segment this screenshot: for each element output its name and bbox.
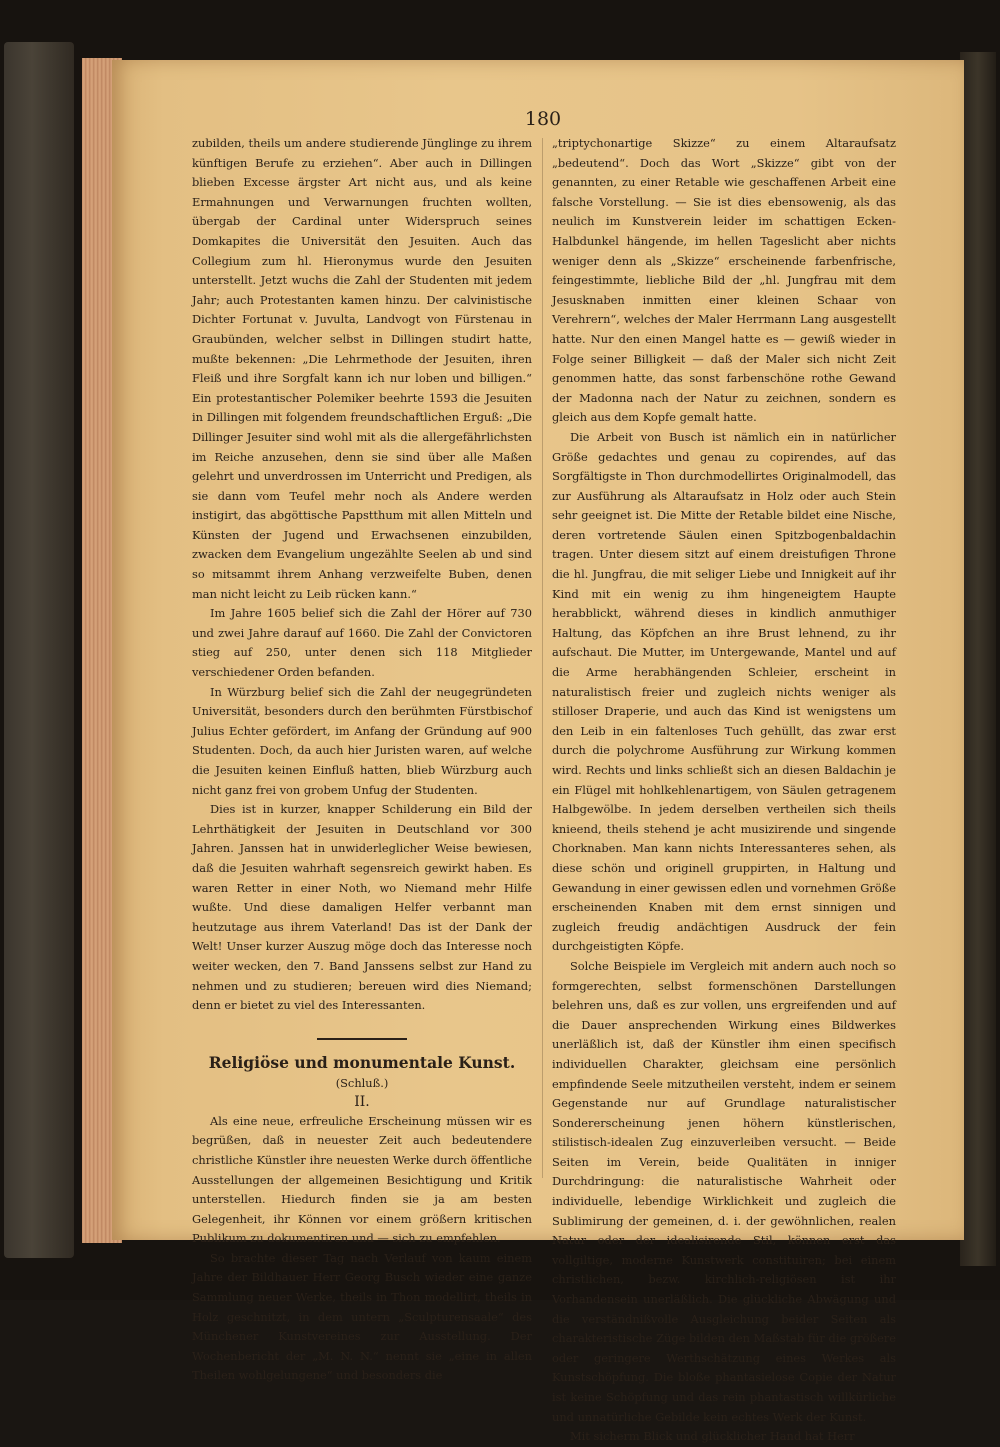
page-number [0, 108, 1000, 130]
section-number: II. [354, 1093, 370, 1110]
book-cover-right [960, 52, 996, 1266]
paragraph: Dies ist in kurzer, knapper Schilderung ein Bild der Lehrthätigkeit der Jesuiten in Deutschland vor 300 Jahren. Janssen hat in unwiderleglicher Weise bewiesen, daß die Jesuiten wahrhaft segensreich gewirkt haben. Es waren Retter in einer Noth, wo Niemand mehr Hilfe wußte. Und diese damaligen Helfer verbannt man heutzutage aus ihrem Vaterland! Das ist der Dank der Welt! Unser kurzer Auszug möge doch das Interesse noch weiter wecken, den 7. Band Janssens selbst zur Hand zu nehmen und zu studieren; bereuen wird dies Niemand; denn er bietet zu viel des Interessanten. [192, 802, 532, 1013]
paragraph: Im Jahre 1605 belief sich die Zahl der Hörer auf 730 und zwei Jahre darauf auf 1660. Die Zahl der Convictoren stieg auf 250, unter denen sich 118 Mitglieder verschiedener Orden befanden. [192, 606, 532, 680]
right-column [552, 134, 896, 1447]
paragraph: In Würzburg belief sich die Zahl der neugegründeten Universität, besonders durch den berühmten Fürstbischof Julius Echter gefördert, im Anfang der Gründung auf 900 Studenten. Doch, da auch hier Juristen waren, auf welche die Jesuiten keinen Einfluß hatten, blieb Würzburg auch nicht ganz frei von grobem Unfug der Studenten. [192, 684, 532, 797]
left-column [192, 134, 532, 1386]
section-rule [317, 1038, 407, 1040]
paragraph: Als eine neue, erfreuliche Erscheinung müssen wir es begrüßen, daß in neuester Zeit auch bedeutendere christliche Künstler ihre neuesten Werke durch öffentliche Ausstellungen der allgemeinen Besichtigung und Kritik unterstellen. Hiedurch finden sie ja am besten Gelegenheit, ihr Können vor einem größern kritischen Publikum zu dokumentiren und — sich zu empfehlen. [192, 1113, 532, 1246]
paragraph: „triptychonartige Skizze“ zu einem Altaraufsatz „bedeutend“. Doch das Wort „Skizze“ gibt von der genannten, zu einer Retable wie geschaffenen Arbeit eine falsche Vorstellung. — Sie ist dies ebensowenig, als das neulich im Kunstverein leider im schattigen Ecken-Halbdunkel hängende, im hellen Tageslicht aber nichts weniger denn als „Skizze“ erscheinende farbenfrische, feingestimmte, liebliche Bild der „hl. Jungfrau mit dem Jesusknaben inmitten einer kleinen Schaar von Verehrern“, welches der Maler Herrmann Lang ausgestellt hatte. Nur den einen Mangel hatte es — gewiß wieder in Folge seiner Billigkeit — daß der Maler sich nicht Zeit genommen hatte, das sonst farbenschöne rothe Gewand der Madonna nach der Natur zu zeichnen, sondern es gleich aus dem Kopfe gemalt hatte. [552, 136, 896, 425]
paragraph: Mit sicherm Blick und glücklicher Hand hat Herr [570, 1429, 855, 1444]
section-subtitle: (Schluß.) [335, 1075, 389, 1090]
paragraph: So brachte dieser Tag nach Verlauf von kaum einem Jahre der Bildhauer Herr Georg Busch wieder eine ganze Sammlung neuer Werke, theils in Thon modellirt, theils in Holz geschnitzt, in dem untern „Sculpturensaale“ des Münchener Kunstvereines zur Ausstellung. Der Wochenbericht der „M. N. N.“ nennt sie „eine in allen Theilen wohlgelungene“ und besonders die [192, 1250, 532, 1383]
section-heading: Religiöse und monumentale Kunst. [208, 1052, 516, 1072]
paragraph: zubilden, theils um andere studierende Jünglinge zu ihrem künftigen Berufe zu erziehen“. Aber auch in Dillingen blieben Excesse ärgster Art nicht aus, und als keine Ermahnungen und Verwarnungen fruchten wollten, übergab der Cardinal unter Widerspruch seines Domkapites die Universität den Jesuiten. Auch das Collegium zum hl. Hieronymus wurde den Jesuiten unterstellt. Jetzt wuchs die Zahl der Studenten mit jedem Jahr; auch Protestanten kamen hinzu. Der calvinistische Dichter Fortunat v. Juvulta, Landvogt von Fürstenau in Graubünden, welcher selbst in Dillingen studirt hatte, mußte bekennen: „Die Lehrmethode der Jesuiten, ihren Fleiß und ihre Sorgfalt kann ich nur loben und billigen.“ Ein protestantischer Polemiker beehrte 1593 die Jesuiten in Dillingen mit folgendem freundschaftlichen Erguß: „Die Dillinger Jesuiter sind wohl mit als die allergefährlichsten im Reiche anzusehen, denn sie sind über alle Maßen gelehrt und unverdrossen im Unterricht und Predigen, als sie dann vom Teufel mehr noch als Andere werden instigirt, das abgöttische Papstthum mit allen Mitteln und Künsten der Jugend und Erwachsenen einzubilden, zwacken dem Evangelium ungezählte Seelen ab und sind so mitsammt ihrem Anhang verzweifelte Buben, denen man nicht leicht zu Leib rücken kann.“ [192, 136, 532, 601]
paragraph: Die Arbeit von Busch ist nämlich ein in natürlicher Größe gedachtes und genau zu copirendes, auf das Sorgfältigste in Thon durchmodellirtes Originalmodell, das zur Ausführung als Altaraufsatz in Holz oder auch Stein sehr geeignet ist. Die Mitte der Retable bildet eine Nische, deren vortretende Säulen einen Spitzbogenbaldachin tragen. Unter diesem sitzt auf einem dreistufigen Throne die hl. Jungfrau, die mit seliger Liebe und Innigkeit auf ihr Kind mit ein wenig zu ihm hingeneigtem Haupte herabblickt, während dieses in kindlich anmuthiger Haltung, das Köpfchen an ihre Brust lehnend, zu ihr aufschaut. Die Mutter, im Untergewande, Mantel und auf die Arme herabhängenden Schleier, erscheint in naturalistisch freier und zugleich nichts weniger als stilloser Draperie, und auch das Kind ist wenigstens um den Leib in ein faltenloses Tuch gehüllt, das zwar erst durch die polychrome Ausführung zur Wirkung kommen wird. Rechts und links schließt sich an diesen Baldachin je ein Flügel mit hohlkehlenartigem, von Säulen getragenem Halbgewölbe. In jedem derselben vertheilen sich theils knieend, theils stehend je acht musizirende und singende Chorknaben. Man kann nichts Interessanteres sehen, als diese schön und originell gruppirten, in Haltung und Gewandung in einer gewissen edlen und vornehmen Größe erscheinenden Knaben mit dem ernst sinnigen und zugleich freudig andächtigen Ausdruck der fein durchgeistigten Köpfe. [552, 429, 896, 954]
paragraph: Solche Beispiele im Vergleich mit andern auch noch so formgerechten, selbst formenschönen Darstellungen belehren uns, daß es zur vollen, uns ergreifenden und auf die Dauer ansprechenden Wirkung eines Bildwerkes unerläßlich ist, daß der Künstler ihm einen specifisch individuellen Charakter, gleichsam eine persönlich empfindende Seele mitzutheilen versteht, indem er seinem Gegenstande nur auf Grundlage naturalistischer Sondererscheinung jenen höhern künstlerischen, stilistisch-idealen Zug einzuverleiben versucht. — Beide Seiten im Verein, beide Qualitäten in inniger Durchdringung: die naturalistische Wahrheit oder individuelle, lebendige Wirklichkeit und zugleich die Sublimirung der gemeinen, d. i. der gewöhnlichen, realen Natur oder der idealisirende Stil, können erst das vollgiltige, moderne Kunstwerk constituiren; bei einem christlichen, bezw. kirchlich-religiösen ist ihr Vorhandensein unerläßlich. Die glückliche Abwägung und die verständnißvolle Ausgleichung beider Seiten als charakteristische Züge bilden den Maßstab für die größere oder geringere Werthschätzung eines Werkes als Kunstschöpfung. Die bloße phantasielose Copie der Natur ist keine Schöpfung und das rein phantastisch willkürliche und unnatürliche Gebilde kein echtes Werk der Kunst. [552, 958, 896, 1424]
page-number-text: 180 [524, 108, 562, 130]
column-divider [542, 138, 543, 1178]
book-cover-left [4, 42, 74, 1258]
